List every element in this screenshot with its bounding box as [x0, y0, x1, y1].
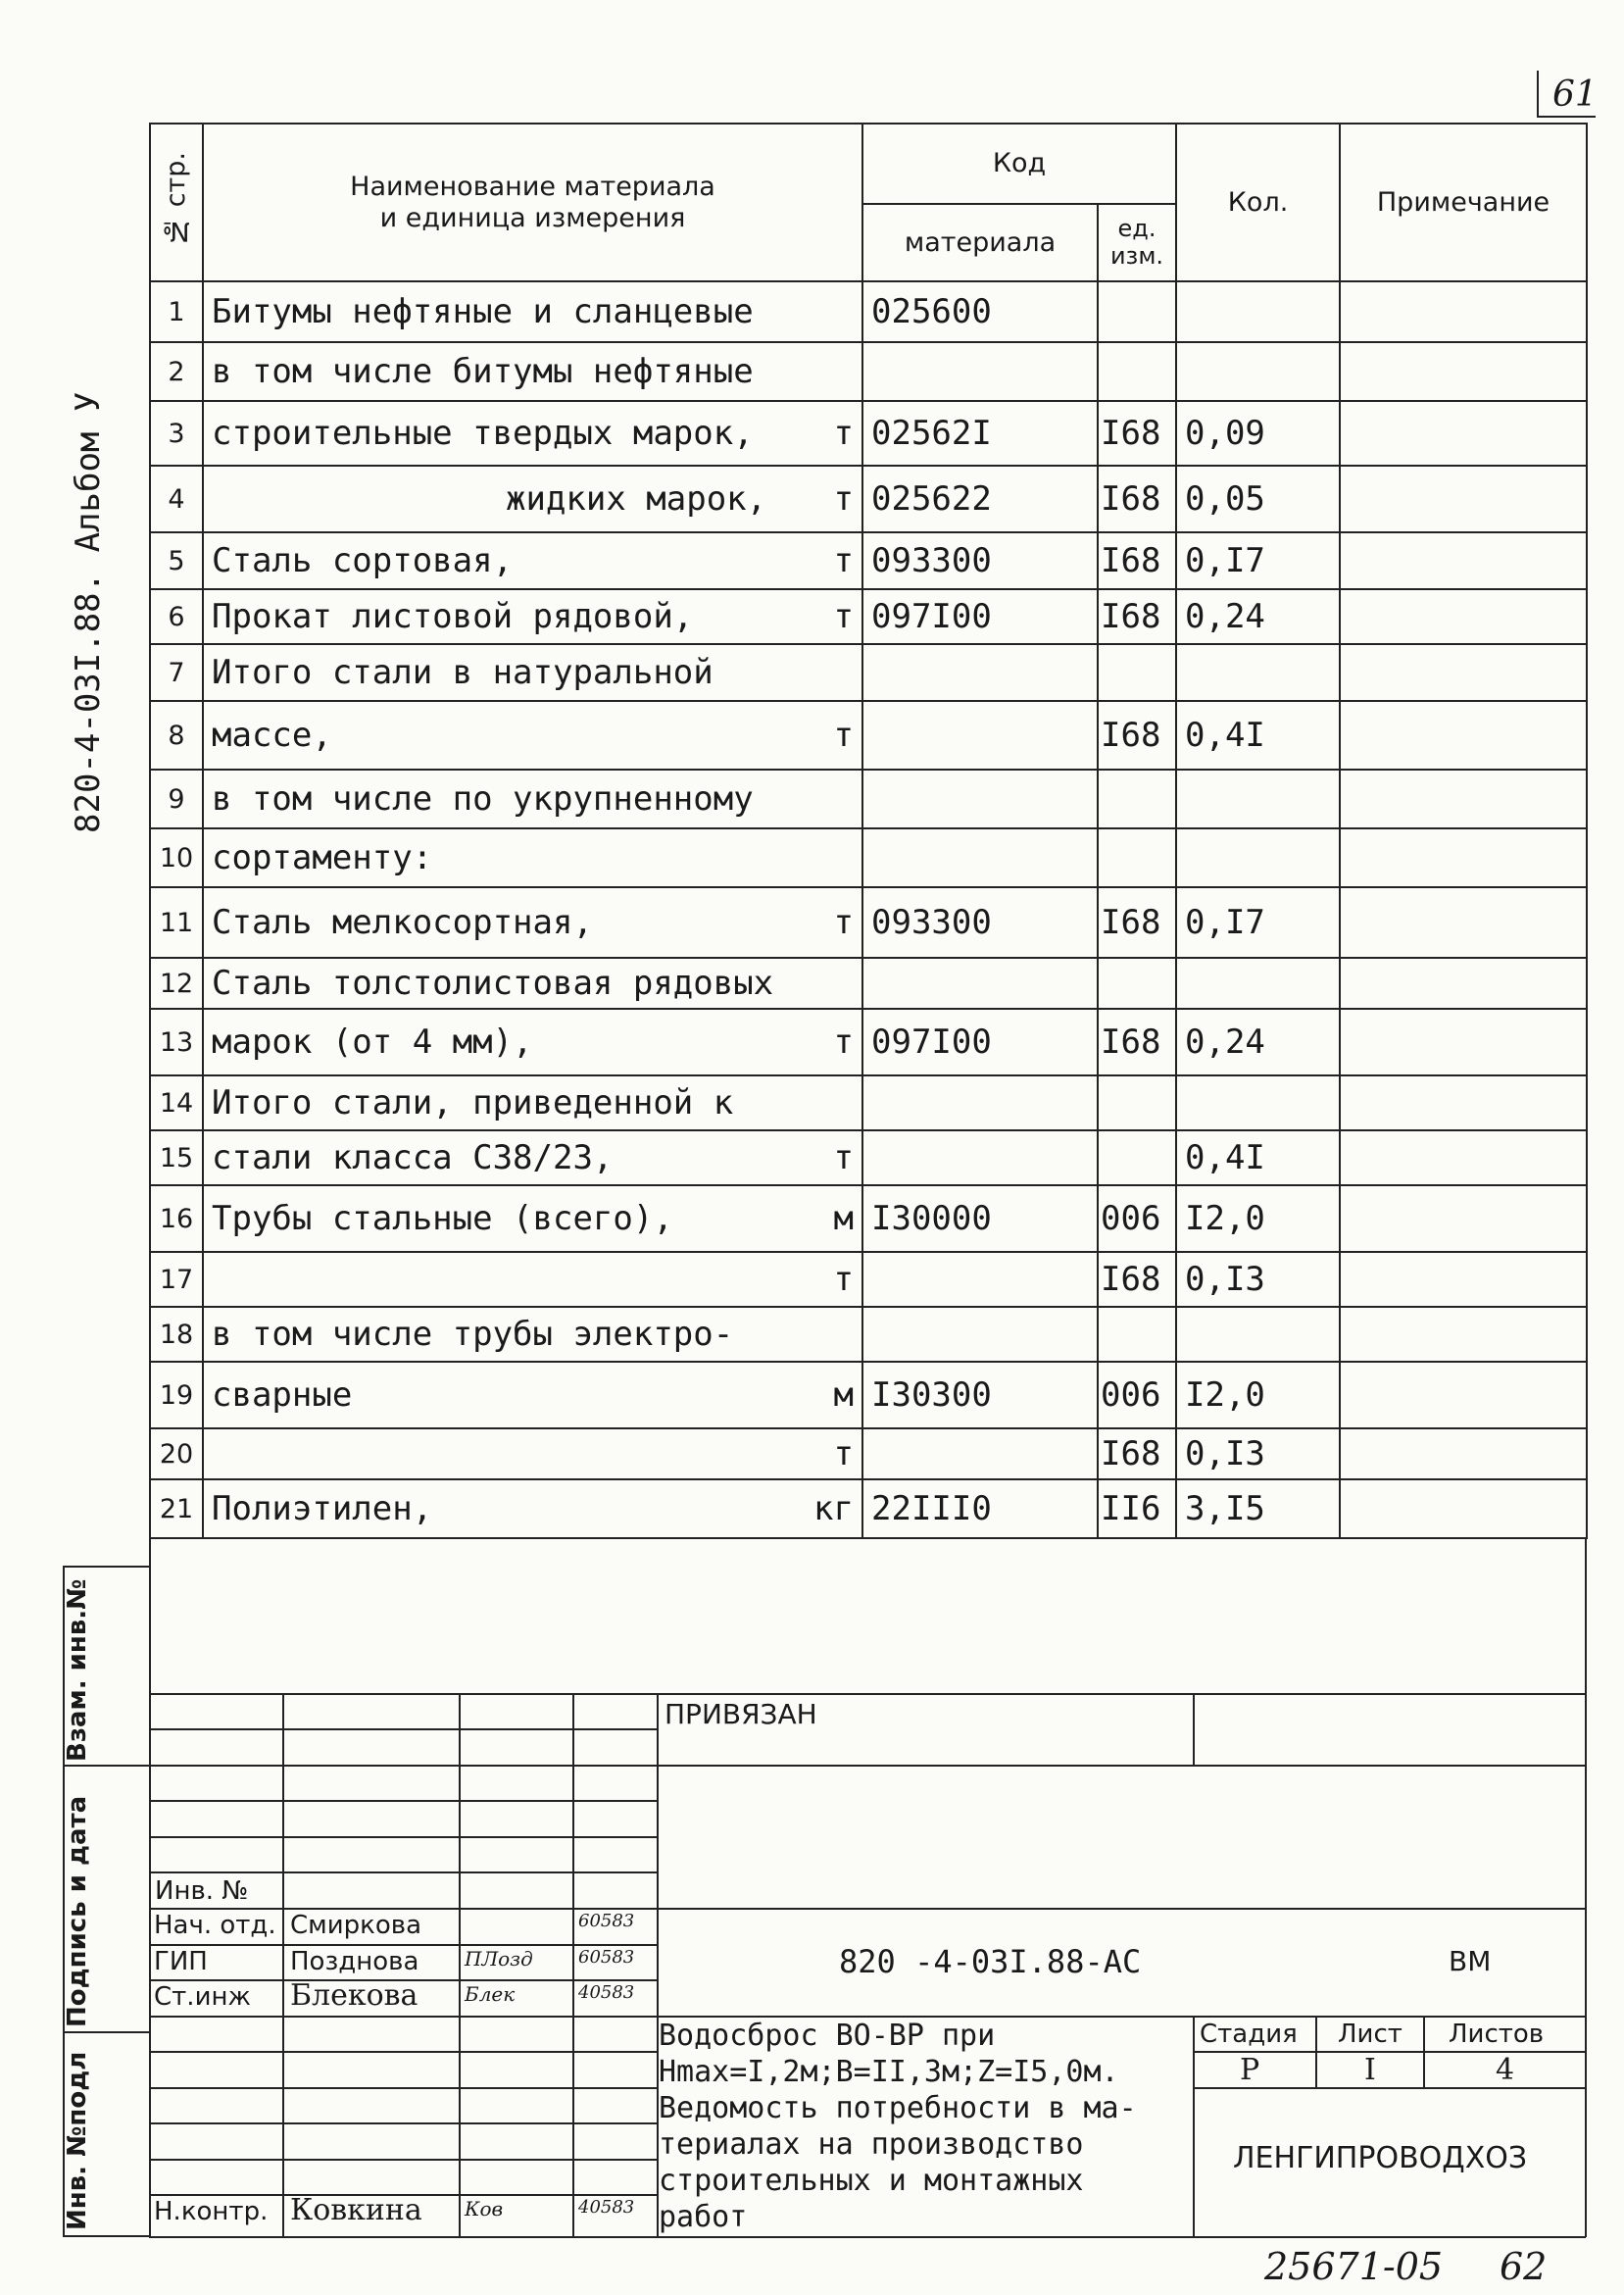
stamp-line-4: [149, 1800, 657, 1802]
material-name-cell: [203, 1428, 862, 1479]
stamp-name: Позднова: [290, 1947, 419, 1976]
material-name: строительные твердых марок,: [212, 414, 754, 453]
table-row: [150, 1009, 1587, 1075]
stamp-line-11: [149, 2051, 657, 2053]
stamp-line-8: [149, 1944, 657, 1946]
stamp-role: Ст.инж: [154, 1982, 251, 2012]
material-unit: т: [833, 1434, 854, 1473]
material-code: 093300: [862, 887, 1098, 958]
note: [1340, 1185, 1587, 1252]
material-code: [862, 644, 1098, 701]
sheet-number-divider: [1537, 71, 1539, 118]
note: [1340, 1428, 1587, 1479]
note: [1340, 466, 1587, 532]
side-label-vzam-inv: Взам. инв.№: [63, 1578, 92, 1762]
material-code: I30000: [862, 1185, 1098, 1252]
row-number: 10: [150, 828, 203, 887]
quantity: [1176, 828, 1340, 887]
table-row: [150, 401, 1587, 466]
row-number: 1: [150, 281, 203, 342]
material-name: сортаменту:: [212, 838, 433, 877]
material-code: I30300: [862, 1362, 1098, 1428]
stamp-date: 40583: [578, 2197, 635, 2218]
material-unit: т: [833, 1023, 854, 1062]
stamp-sheet-label: Лист: [1338, 2020, 1403, 2049]
quantity: 0,24: [1176, 1009, 1340, 1075]
material-name-cell: [203, 958, 862, 1009]
material-name: Итого стали, приведенной к: [212, 1083, 734, 1123]
note: [1340, 342, 1587, 401]
quantity: I2,0: [1176, 1362, 1340, 1428]
header-code: Код: [862, 124, 1176, 204]
material-unit: т: [833, 1138, 854, 1177]
note: [1340, 1252, 1587, 1307]
stamp-doc-code: 820 -4-03I.88-АС: [839, 1943, 1142, 1980]
sheet-number: 61: [1552, 75, 1598, 115]
sheet-number-underline: [1537, 116, 1596, 118]
table-row: [150, 770, 1587, 828]
material-name: Сталь мелкосортная,: [212, 903, 593, 942]
table-row: [150, 828, 1587, 887]
material-name-cell: [203, 1009, 862, 1075]
material-name: в том числе битумы нефтяные: [212, 352, 754, 391]
stamp-line-5: [149, 1836, 657, 1838]
material-code: 097I00: [862, 1009, 1098, 1075]
note: [1340, 532, 1587, 589]
material-code: 025622: [862, 466, 1098, 532]
material-unit: м: [833, 1199, 854, 1238]
material-name: в том числе по укрупненному: [212, 779, 754, 819]
quantity: 3,I5: [1176, 1479, 1340, 1538]
quantity: 0,4I: [1176, 1130, 1340, 1185]
stamp-date: 60583: [578, 1911, 635, 1931]
unit-code: I68: [1098, 701, 1176, 770]
material-code: 093300: [862, 532, 1098, 589]
material-name-cell: [203, 1479, 862, 1538]
quantity: 0,05: [1176, 466, 1340, 532]
row-number: 19: [150, 1362, 203, 1428]
stamp-organization: ЛЕНГИПРОВОДХОЗ: [1233, 2141, 1528, 2175]
material-name: сварные: [212, 1375, 353, 1415]
quantity: [1176, 1307, 1340, 1362]
note: [1340, 281, 1587, 342]
table-row: [150, 1130, 1587, 1185]
table-row: [150, 466, 1587, 532]
stamp-name: Блекова: [290, 1978, 418, 2013]
archive-number: 25671-05: [1264, 2245, 1444, 2288]
stamp-line-7: [149, 1908, 1586, 1910]
material-name-cell: [203, 466, 862, 532]
note: [1340, 1362, 1587, 1428]
material-name: массе,: [212, 716, 332, 755]
row-number: 14: [150, 1075, 203, 1130]
table-row: [150, 887, 1587, 958]
material-name-cell: [203, 1075, 862, 1130]
material-name: Сталь толстолистовая рядовых: [212, 964, 774, 1003]
material-name: Трубы стальные (всего),: [212, 1199, 673, 1238]
stamp-line-16: [149, 2159, 657, 2161]
stamp-vline-3: [572, 1693, 574, 2237]
header-row-no: № стр.: [150, 124, 203, 281]
table-row: [150, 342, 1587, 401]
row-number: 16: [150, 1185, 203, 1252]
table-row: [150, 701, 1587, 770]
material-name: в том числе трубы электро-: [212, 1315, 734, 1354]
row-number: 6: [150, 589, 203, 644]
unit-code: I68: [1098, 532, 1176, 589]
stamp-role: ГИП: [154, 1947, 208, 1976]
material-name-cell: [203, 1130, 862, 1185]
stamp-role: Нач. отд.: [154, 1911, 276, 1940]
unit-code: I68: [1098, 589, 1176, 644]
row-number: 12: [150, 958, 203, 1009]
frame-bottom: [149, 2236, 1586, 2238]
header-code-material: материала: [862, 204, 1098, 281]
quantity: 0,24: [1176, 589, 1340, 644]
material-unit: кг: [813, 1489, 854, 1528]
note: [1340, 1479, 1587, 1538]
note: [1340, 1075, 1587, 1130]
material-code: [862, 1130, 1098, 1185]
material-name-cell: [203, 644, 862, 701]
stamp-vline-1: [282, 1693, 284, 2237]
stamp-date: 60583: [578, 1947, 635, 1968]
material-code: 097I00: [862, 589, 1098, 644]
material-name: жидких марок,: [506, 479, 767, 519]
material-name: Прокат листовой рядовой,: [212, 597, 694, 636]
unit-code: [1098, 281, 1176, 342]
material-name-cell: [203, 532, 862, 589]
unit-code: [1098, 1075, 1176, 1130]
stamp-signature: ПЛозд: [465, 1947, 533, 1971]
stamp-stage: Р: [1240, 2053, 1260, 2087]
material-code: [862, 770, 1098, 828]
material-name-cell: [203, 770, 862, 828]
stamp-privyazan: ПРИВЯЗАН: [664, 1698, 817, 1730]
row-number: 2: [150, 342, 203, 401]
unit-code: I68: [1098, 1252, 1176, 1307]
table-row: [150, 1252, 1587, 1307]
row-number: 17: [150, 1252, 203, 1307]
table-row: [150, 1075, 1587, 1130]
material-code: [862, 342, 1098, 401]
unit-code: I68: [1098, 466, 1176, 532]
stamp-doc-mark: ВМ: [1449, 1945, 1492, 1977]
note: [1340, 828, 1587, 887]
material-name: стали класса С38/23,: [212, 1138, 614, 1177]
note: [1340, 1009, 1587, 1075]
material-code: [862, 828, 1098, 887]
material-unit: т: [833, 597, 854, 636]
side-strip-bottom: [63, 2235, 151, 2237]
side-label-podpis-data: Подпись и дата: [63, 1795, 92, 2027]
stamp-name: Ковкина: [290, 2193, 422, 2227]
table-row: [150, 1362, 1587, 1428]
note: [1340, 701, 1587, 770]
quantity: [1176, 281, 1340, 342]
stamp-date: 40583: [578, 1982, 635, 2003]
material-code: [862, 1307, 1098, 1362]
quantity: 0,I3: [1176, 1252, 1340, 1307]
table-row: [150, 1307, 1587, 1362]
material-unit: т: [833, 479, 854, 519]
note: [1340, 770, 1587, 828]
header-material-name: Наименование материала и единица измерения: [203, 124, 862, 281]
note: [1340, 401, 1587, 466]
materials-table: [149, 123, 1588, 1539]
side-album-title: 820-4-03I.88. Альбом У: [69, 391, 108, 833]
unit-code: [1098, 342, 1176, 401]
stamp-line-13: [149, 2087, 657, 2089]
table-row: [150, 532, 1587, 589]
table-row: [150, 644, 1587, 701]
row-number: 18: [150, 1307, 203, 1362]
material-name-cell: [203, 1362, 862, 1428]
note: [1340, 1307, 1587, 1362]
material-name-cell: [203, 1252, 862, 1307]
quantity: 0,I7: [1176, 887, 1340, 958]
row-number: 4: [150, 466, 203, 532]
material-name: Полиэтилен,: [212, 1489, 433, 1528]
material-unit: т: [833, 716, 854, 755]
note: [1340, 644, 1587, 701]
unit-code: I68: [1098, 1428, 1176, 1479]
stamp-sheet: I: [1364, 2053, 1376, 2087]
stamp-line-1: [149, 1693, 1586, 1695]
stamp-role: Н.контр.: [154, 2197, 269, 2226]
material-unit: м: [833, 1375, 854, 1415]
unit-code: [1098, 1307, 1176, 1362]
stamp-vline-7: [1315, 2016, 1317, 2087]
material-name: Итого стали в натуральной: [212, 653, 714, 692]
material-unit: т: [833, 414, 854, 453]
table-row: [150, 958, 1587, 1009]
stamp-line-3: [149, 1765, 1586, 1767]
stamp-vline-8: [1423, 2016, 1425, 2087]
unit-code: 006: [1098, 1185, 1176, 1252]
stamp-line-15: [149, 2122, 657, 2124]
table-row: [150, 589, 1587, 644]
material-name: Сталь сортовая,: [212, 541, 514, 580]
material-name-cell: [203, 1307, 862, 1362]
stamp-line-2: [149, 1728, 657, 1730]
material-name-cell: [203, 701, 862, 770]
quantity: [1176, 770, 1340, 828]
quantity: 0,I7: [1176, 532, 1340, 589]
row-number: 13: [150, 1009, 203, 1075]
row-number: 15: [150, 1130, 203, 1185]
page-number: 62: [1500, 2245, 1548, 2288]
material-name-cell: [203, 828, 862, 887]
row-number: 11: [150, 887, 203, 958]
quantity: [1176, 1075, 1340, 1130]
quantity: [1176, 958, 1340, 1009]
row-number: 9: [150, 770, 203, 828]
material-name-cell: [203, 589, 862, 644]
material-unit: т: [833, 903, 854, 942]
table-row: [150, 1185, 1587, 1252]
unit-code: I68: [1098, 401, 1176, 466]
quantity: I2,0: [1176, 1185, 1340, 1252]
material-code: 02562I: [862, 401, 1098, 466]
table-row: [150, 1428, 1587, 1479]
quantity: 0,4I: [1176, 701, 1340, 770]
material-unit: т: [833, 541, 854, 580]
unit-code: [1098, 958, 1176, 1009]
stamp-title: Водосброс ВО-ВР при Hmax=I,2м;B=II,3м;Z=I5,0м. Ведомость потребности в ма- териалах на производство строительных и монтажных работ: [659, 2019, 1137, 2234]
stamp-line-6: [149, 1871, 657, 1873]
material-code: [862, 958, 1098, 1009]
quantity: 0,09: [1176, 401, 1340, 466]
side-strip-top: [63, 1566, 151, 1568]
material-name-cell: [203, 281, 862, 342]
note: [1340, 1130, 1587, 1185]
unit-code: 006: [1098, 1362, 1176, 1428]
note: [1340, 589, 1587, 644]
stamp-sheets-label: Листов: [1449, 2020, 1545, 2049]
material-name-cell: [203, 887, 862, 958]
unit-code: [1098, 1130, 1176, 1185]
header-quantity: Кол.: [1176, 124, 1340, 281]
row-number: 3: [150, 401, 203, 466]
stamp-inv-no: Инв. №: [155, 1876, 249, 1906]
row-number: 21: [150, 1479, 203, 1538]
material-code: [862, 701, 1098, 770]
frame-right: [1585, 1539, 1587, 2237]
row-number: 20: [150, 1428, 203, 1479]
unit-code: I68: [1098, 887, 1176, 958]
row-number: 5: [150, 532, 203, 589]
material-code: [862, 1428, 1098, 1479]
side-strip-div1: [63, 1765, 151, 1767]
material-name-cell: [203, 401, 862, 466]
note: [1340, 887, 1587, 958]
side-strip-div2: [63, 2031, 151, 2033]
material-name: Битумы нефтяные и сланцевые: [212, 292, 754, 331]
stamp-signature: Блек: [465, 1982, 516, 2006]
header-code-unit: ед. изм.: [1098, 204, 1176, 281]
material-name: марок (от 4 мм),: [212, 1023, 533, 1062]
stamp-stage-label: Стадия: [1200, 2020, 1298, 2049]
quantity: [1176, 644, 1340, 701]
stamp-vline-2: [459, 1693, 461, 2237]
stamp-vline-5: [1193, 1693, 1195, 1765]
row-number: 8: [150, 701, 203, 770]
frame-left: [149, 1539, 151, 2237]
side-label-inv-podl: Инв. №подл: [63, 2051, 92, 2230]
table-row: [150, 1479, 1587, 1538]
stamp-name: Смиркова: [290, 1911, 422, 1940]
material-unit: т: [833, 1260, 854, 1299]
material-name-cell: [203, 342, 862, 401]
stamp-sheets: 4: [1496, 2053, 1515, 2087]
unit-code: [1098, 644, 1176, 701]
header-note: Примечание: [1340, 124, 1587, 281]
stamp-line-14: [1193, 2087, 1586, 2089]
material-code: 22III0: [862, 1479, 1098, 1538]
stamp-vline-6: [1193, 2016, 1195, 2236]
material-name-cell: [203, 1185, 862, 1252]
stamp-signature: Ков: [465, 2197, 504, 2220]
table-row: [150, 281, 1587, 342]
quantity: [1176, 342, 1340, 401]
unit-code: I68: [1098, 1009, 1176, 1075]
unit-code: II6: [1098, 1479, 1176, 1538]
material-code: [862, 1075, 1098, 1130]
row-number: 7: [150, 644, 203, 701]
note: [1340, 958, 1587, 1009]
material-code: 025600: [862, 281, 1098, 342]
material-code: [862, 1252, 1098, 1307]
unit-code: [1098, 770, 1176, 828]
unit-code: [1098, 828, 1176, 887]
quantity: 0,I3: [1176, 1428, 1340, 1479]
